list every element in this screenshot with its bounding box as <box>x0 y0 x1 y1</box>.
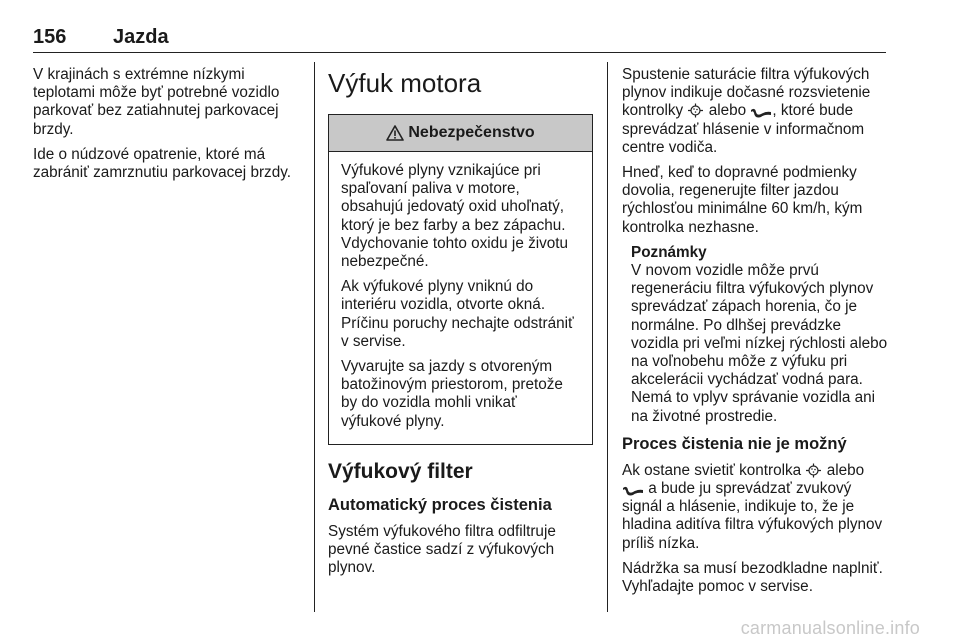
text-run: , ktoré bude sprevádzať hlásenie v informačnom centre vodiča. <box>622 102 865 156</box>
paragraph: Ide o núdzové opatrenie, ktoré má zabrániť zamrznutiu parkovacej brzdy. <box>33 145 291 182</box>
text-run: Ak ostane svietiť kontrolka <box>622 461 802 479</box>
warning-header <box>329 115 592 152</box>
paragraph: Ak výfukové plyny vniknú do interiéru vozidla, otvorte okná. Príčinu poruchy nechajte odstrániť v servise. <box>341 278 574 350</box>
paragraph: Výfukové plyny vznikajúce pri spaľovaní paliva v motore, obsahujú jedovatý oxid uhoľnatý, ktorý je bez farby a bez zápachu. Vdychovanie tohto oxidu je životu nebezpečné. <box>341 162 569 271</box>
exhaust-filter-icon <box>805 463 822 478</box>
subsection-title: Výfukový filter <box>328 459 473 483</box>
paragraph: Nádržka sa musí bezodkladne naplniť. Vyhľadajte pomoc v servise. <box>622 559 883 596</box>
note-text: V novom vozidle môže prvú regeneráciu filtra výfukových plynov sprevádzať zápach horenia, čo je normálne. Po dlhšej prevádzke vozidla pri veľmi nízkej rýchlosti alebo na voľnobehu môže z výfuku pri akcelerácii vychádzať vodná para. Nemá to vplyv správanie vozidla ani na životné prostredie. <box>631 262 888 425</box>
text-run: alebo <box>826 461 865 479</box>
column-middle <box>328 66 593 584</box>
paragraph: Systém výfukového filtra odfiltruje pevné častice sadzí z výfukových plynov. <box>328 522 556 577</box>
note-title: Poznámky <box>631 243 707 261</box>
text-run: Spustenie saturácie filtra výfukových plynov indikuje dočasné rozsvietenie kontrolky <box>622 66 871 120</box>
section-title: Výfuk motora <box>328 68 482 98</box>
exhaust-filter-icon <box>687 103 704 118</box>
paragraph <box>622 462 888 553</box>
warning-triangle-icon <box>386 125 404 141</box>
column-left <box>33 66 301 189</box>
sub-heading: Automatický proces čistenia <box>328 495 552 514</box>
page-header <box>33 26 886 53</box>
paragraph: V krajinách s extrémne nízkymi teplotami môže byť potrebné vozidlo parkovať bez zatiahnutej parkovacej brzdy. <box>33 66 280 138</box>
column-divider <box>314 62 315 612</box>
glow-plug-icon <box>622 484 644 496</box>
warning-box <box>328 114 593 445</box>
text-run: a bude ju sprevádzať zvukový signál a hlásenie, indikuje to, že je hladina aditíva filtra výfukových plynov príliš nízka. <box>622 480 883 552</box>
page-number: 156 <box>33 26 67 48</box>
paragraph <box>622 66 888 157</box>
chapter-title: Jazda <box>113 26 169 48</box>
warning-title: Nebezpečenstvo <box>408 123 535 141</box>
note-box <box>622 244 888 426</box>
glow-plug-icon <box>750 106 772 118</box>
paragraph: Vyvarujte sa jazdy s otvoreným batožinovým priestorom, pretože by do vozidla mohli vnikať výfukové plyny. <box>341 358 563 430</box>
sub-heading: Proces čistenia nie je možný <box>622 434 847 453</box>
warning-body <box>329 152 592 444</box>
text-run: alebo <box>708 102 747 120</box>
watermark: carmanualsonline.info <box>740 618 920 638</box>
column-divider <box>607 62 608 612</box>
column-right <box>622 66 888 603</box>
paragraph: Hneď, keď to dopravné podmienky dovolia, regenerujte filter jazdou rýchlosťou minimálne 60 km/h, kým kontrolka nezhasne. <box>622 164 863 236</box>
